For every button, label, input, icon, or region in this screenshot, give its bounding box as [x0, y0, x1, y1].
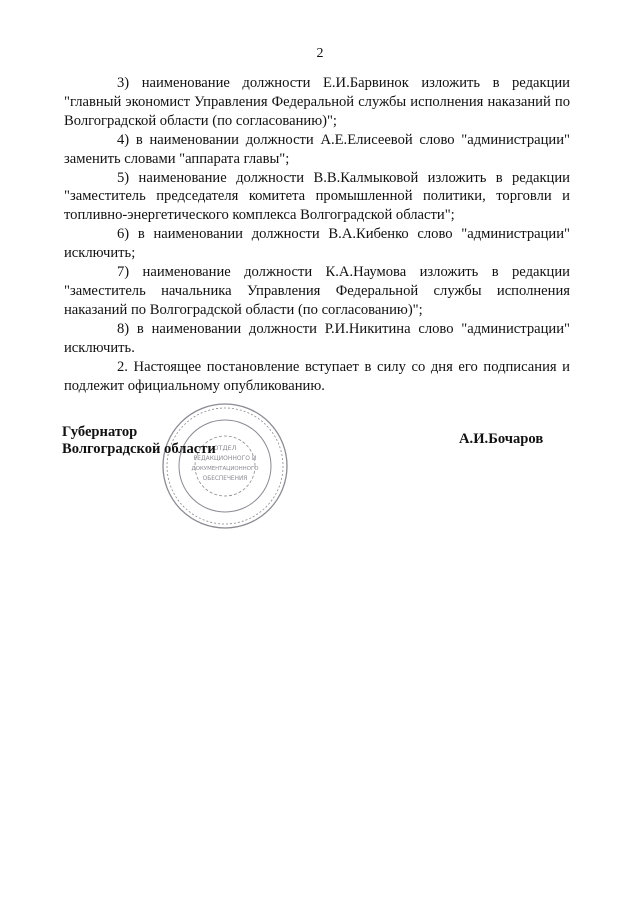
signer-title-line-1: Губернатор [62, 424, 138, 440]
stamp-seal-graphic [159, 400, 291, 532]
official-stamp [159, 400, 291, 532]
signer-title-line-2: Волгоградской области [62, 441, 216, 457]
paragraph-item-7: 7) наименование должности К.А.Наумова изложить в редакции "заместитель начальника Управления Федеральной службы исполнения наказаний по Волгоградской области (по согласованию)"; [64, 264, 570, 318]
stamp-line-1: ОТДЕЛ [213, 444, 237, 452]
paragraph-item-8: 8) в наименовании должности Р.И.Никитина слово "администрации" исключить. [64, 320, 570, 356]
stamp-line-4: ОБЕСПЕЧЕНИЯ [202, 476, 248, 482]
page-number: 2 [316, 46, 324, 61]
paragraph-item-5: 5) наименование должности В.В.Калмыковой изложить в редакции "заместитель председателя комитета промышленной политики, торговли и топливно-энергетического комплекса Волгоградской области"; [64, 169, 570, 224]
paragraph-item-6: 6) в наименовании должности В.А.Кибенко слово "администрации" исключить; [64, 226, 570, 262]
document-body [64, 74, 570, 395]
stamp-line-2: РЕДАКЦИОННОГО И [193, 455, 257, 462]
stamp-line-3: ДОКУМЕНТАЦИОННОГО [191, 466, 259, 472]
paragraph-item-4: 4) в наименовании должности А.Е.Елисеевой слово "администрации" заменить словами "аппарата главы"; [64, 131, 570, 167]
paragraph-clause-2: 2. Настоящее постановление вступает в силу со дня его подписания и подлежит официальному опубликованию. [64, 358, 570, 394]
signature-block [0, 400, 640, 550]
signer-name: А.И.Бочаров [459, 431, 544, 447]
paragraph-item-3: 3) наименование должности Е.И.Барвинок изложить в редакции "главный экономист Управления Федеральной службы исполнения наказаний по Волгоградской области (по согласованию)"; [64, 75, 570, 129]
signer-title [62, 424, 216, 458]
